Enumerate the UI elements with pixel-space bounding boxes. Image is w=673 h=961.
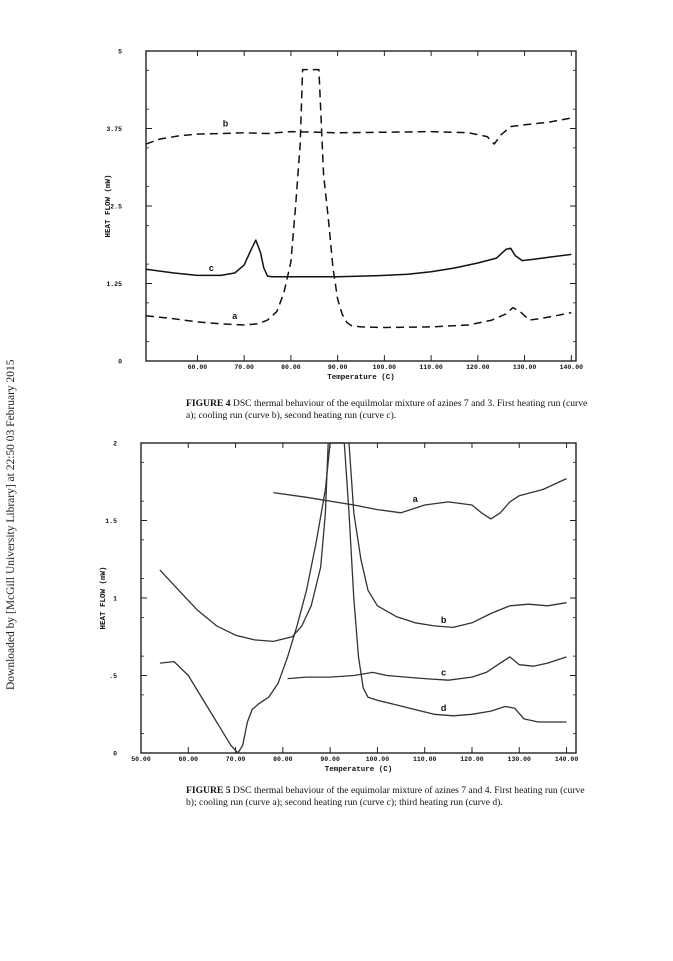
figure-4-y-tick-label: 3.75: [106, 126, 122, 133]
figure-4-x-tick-label: 60.00: [187, 364, 208, 371]
figure-5-y-tick-label: 2: [113, 440, 117, 448]
figure-4-x-axis-label: Temperature (C): [327, 374, 395, 382]
figure-5-x-tick-label: 60.00: [178, 756, 199, 763]
figure-4-curve-label-b: b: [222, 118, 229, 129]
figure-5-curve-label-d: d: [440, 703, 447, 714]
figure-5-caption: [186, 785, 596, 808]
figure-5-curve-label-b: b: [440, 614, 447, 625]
figure-5-series-b-line: [160, 443, 567, 641]
figure-4-curve-label-c: c: [208, 263, 214, 274]
figure-4-x-tick-label: 80.00: [281, 364, 301, 371]
figure-4-x-tick-label: 140.00: [559, 364, 584, 371]
figure-4-caption: [186, 398, 596, 421]
figure-4-x-tick-label: 130.00: [512, 364, 537, 371]
figure-4-caption-text: DSC thermal behaviour of the equilmolar mixture of azines 7 and 3. First heating run (curve a); cooling run (curve b), second heating run (curve c).: [186, 398, 588, 421]
figure-5-chart: [0, 432, 673, 782]
figure-4-x-tick-label: 110.00: [419, 364, 443, 371]
figure-5-y-tick-label: 0: [113, 750, 117, 758]
download-watermark-text: Downloaded by [McGill University Library] at 22:50 03 February 2015: [5, 359, 17, 690]
figure-4-y-tick-label: 1.25: [106, 281, 122, 288]
figure-5-x-tick-label: 80.00: [273, 756, 293, 763]
figure-5-y-tick-label: 1: [113, 595, 117, 603]
figure-5-y-axis-label: HEAT FLOW (mW): [100, 566, 108, 630]
figure-4-series-b-line: [146, 118, 571, 144]
figure-4-series-a-line: [146, 70, 571, 328]
figure-5-series-d-line: [160, 443, 567, 753]
figure-4-x-tick-label: 70.00: [234, 364, 254, 371]
figure-4-y-tick-label: 0: [118, 358, 122, 366]
figure-5-series-a-line: [273, 479, 566, 519]
figure-4-x-tick-label: 90.00: [327, 364, 348, 371]
figure-5-y-tick-label: .5: [109, 673, 117, 680]
figure-4-plot-frame: [146, 51, 576, 361]
figure-5-x-tick-label: 130.00: [507, 756, 531, 763]
figure-5-caption-text: DSC thermal behaviour of the equimolar mixture of azines 7 and 4. First heating run (curve b); cooling run (curve a); second heating run (curve c); third heating run (curve d).: [186, 785, 585, 808]
figure-5-x-tick-label: 50.00: [131, 756, 151, 763]
figure-5-y-tick-label: 1.5: [105, 518, 117, 525]
figure-5-x-tick-label: 110.00: [412, 756, 437, 763]
figure-5-curve-label-a: a: [412, 493, 418, 504]
figure-4-x-tick-label: 100.00: [372, 364, 397, 371]
figure-4-chart: [0, 40, 673, 390]
figure-4-caption-label: FIGURE 4: [186, 398, 231, 409]
figure-5-caption-label: FIGURE 5: [186, 785, 231, 796]
figure-5-curve-label-c: c: [441, 667, 447, 678]
figure-5-x-tick-label: 120.00: [460, 756, 484, 763]
figure-5-plot-frame: [141, 443, 576, 753]
figure-5-x-tick-label: 70.00: [225, 756, 246, 763]
figure-4-curve-label-a: a: [232, 310, 238, 321]
figure-5-x-axis-label: Temperature (C): [324, 766, 393, 774]
figure-4-y-axis-label: HEAT FLOW (mW): [105, 174, 113, 238]
figure-5-x-tick-label: 100.00: [365, 756, 390, 763]
figure-4-y-tick-label: 2.5: [110, 203, 122, 211]
figure-5-x-tick-label: 90.00: [320, 756, 340, 763]
figure-4-y-tick-label: 5: [118, 48, 122, 56]
figure-4-x-tick-label: 120.00: [466, 364, 490, 371]
figure-5-x-tick-label: 140.00: [554, 756, 579, 763]
figure-5-series-c-line: [288, 657, 567, 680]
